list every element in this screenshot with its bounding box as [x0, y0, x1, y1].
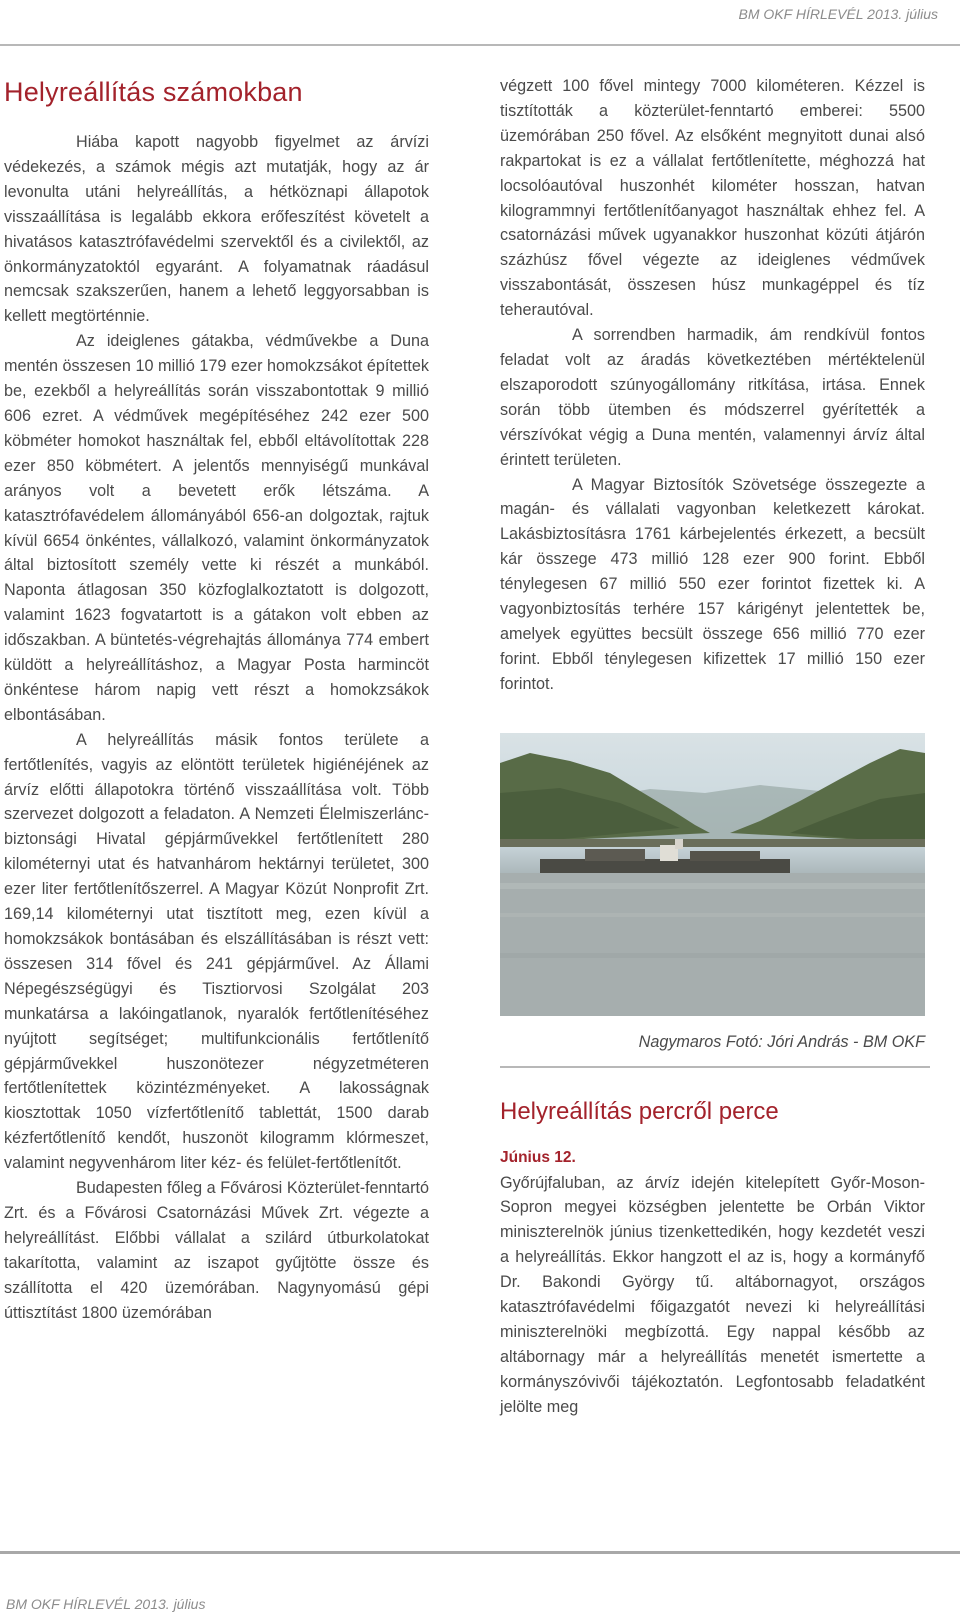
article-paragraph-5: végzett 100 fővel mintegy 7000 kilométeren. Kézzel is tisztították a közterület-fenntartó emberei: 5500 üzemórában 250 fővel. Az elsőként megnyitott dunai alsó rakpartokat is ez a vállalat fertőtlenítette, méghozzá hat locsolóautóval huszonhét kilométer hosszan, hatvan kilogrammnyi fertőtlenítőanyagot használtak ehhez fel. A csatornázási művek ugyanakkor huszonhat közúti átjárón százhúsz fővel végezte az ideiglenes védművek visszabontását, összesen húsz munkagéppel és tíz teherautóval. [500, 77, 925, 320]
article-title: Helyreállítás számokban [4, 77, 303, 107]
article-paragraph-3: A helyreállítás másik fontos területe a fertőtlenítés, vagyis az elöntött területek higiénéjének az árvíz előtti állapotokra történő visszaállítása volt. Több szervezet dolgozott a feladaton. A Nemzeti Élelmiszerlánc-biztonsági Hivatal gépjárművekkel fertőtlenített 280 kilométernyi utat és hatvanhárom hektárnyi területet, 300 ezer liter fertőtlenítőszerrel. A Magyar Közút Nonprofit Zrt. 169,14 kilométernyi utat tisztított meg, ezen kívül a homokzsákok bontásában és elszállításában is részt vett: összesen 314 fővel és 241 gépjárművel. Az Állami Népegészségügyi és Tisztiorvosi Szolgálat 203 munkatársa a lakóingatlanok, nyaralók fertőtlenítéséhez nyújtott segítséget; multifunkcionális fertőtlenítő gépjárművekkel huszonötezer négyzetméteren fertőtlenítettek közintézményeket. A lakosságnak kiosztottak 1050 vízfertőtlenítő tablettát, 1500 darab kézfertőtlenítő kendőt, huszonöt kilogramm klórmeszet, valamint negyvenhárom liter kéz- és felület-fertőtlenítőt. [4, 730, 429, 1173]
article-paragraph-6: A sorrendben harmadik, ám rendkívül fontos feladat volt az áradás következtében mértéktelenül elszaporodott szúnyogállomány ritkítása, irtása. Ennek során több ütemben és módszerrel gyérítették a vérszívókat végig a Duna mentén, valamennyi árvíz által érintett területen. [500, 326, 925, 469]
header-divider [0, 44, 960, 46]
date-heading: Június 12. [500, 1148, 576, 1166]
section-title: Helyreállítás percről perce [500, 1097, 779, 1125]
article-paragraph-1: Hiába kapott nagyobb figyelmet az árvízi védekezés, a számok mégis azt mutatják, hogy az ár levonulta utáni helyreállítás, a hétköznapi állapotok visszaállítása is legalább ekkora erőfeszítést követelt a hivatásos katasztrófavédelmi szervektől és a civilektől, az önkormányzatoktól egyaránt. A folyamatnak ráadásul nemcsak szakszerűen, hanem a lehető leggyorsabban is kellett megtörténnie. [4, 133, 429, 326]
left-column [4, 74, 429, 1326]
section-divider [500, 1066, 930, 1068]
nagymaros-river-photo [500, 733, 925, 1016]
article-paragraph-2: Az ideiglenes gátakba, védművekbe a Duna mentén összesen 10 millió 179 ezer homokzsákot építettek be, ezekből a helyreállítás során visszabontottak 9 millió 606 ezret. A védművek megépítéséhez 242 ezer 500 köbméter homokot használtak fel, ebből eltávolítottak 228 ezer 850 köbmétert. A jelentős mennyiségű munkával arányos volt a bevetett erők létszáma. A katasztrófavédelem állományából 656-an dolgoztak, rajtuk kívül 6654 önkéntes, vállalkozó, valamint önkormányzatok által biztosított személy vette ki részét a munkából. Naponta átlagosan 350 közfoglalkoztatott is dolgozott, valamint 1623 fogvatartott is a gátakon volt ebben az időszakban. A büntetés-végrehajtás állománya 774 embert küldött a helyreállításhoz, a Magyar Posta harmincöt önkéntese három napig vett részt a homokzsákok elbontásában. [4, 332, 429, 724]
section-paragraph: Győrújfaluban, az árvíz idején kitelepített Győr-Moson-Sopron megyei községben jelentette be Orbán Viktor miniszterelnök június tizenkettedikén, hogy kezdetét veszi a helyreállítás. Ekkor hangzott el az is, hogy a kormányfő Dr. Bakondi György tű. altábornagyot, országos katasztrófavédelmi főigazgatót nevezi ki helyreállítási miniszterelnöki megbízottá. Egy nappal később az altábornagy már a helyreállítás menetét ismertette a kormányszóvivői tájékoztatón. Legfontosabb feladatként jelölte meg [500, 1173, 925, 1416]
photo-caption: Nagymaros Fotó: Jóri András - BM OKF [638, 1032, 925, 1051]
newsletter-header: BM OKF HÍRLEVÉL 2013. július [738, 6, 938, 22]
newsletter-footer: BM OKF HÍRLEVÉL 2013. július [6, 1596, 206, 1612]
right-column [500, 74, 925, 1420]
article-paragraph-4: Budapesten főleg a Fővárosi Közterület-fenntartó Zrt. és a Fővárosi Csatornázási Művek Zrt. végezte a helyreállítást. Előbbi vállalat a szilárd útburkolatokat takarította, valamint az iszapot gyűjtötte össze és szállította el 420 üzemórában. Nagynyomású gépi úttisztítást 1800 üzemórában [4, 1179, 429, 1322]
article-paragraph-7: A Magyar Biztosítók Szövetsége összegezte a magán- és vállalati vagyonban keletkezett károkat. Lakásbiztosításra 1761 kárbejelentés érkezett, a becsült kár összege 473 millió 128 ezer 900 forint. Ebből ténylegesen 67 millió 550 ezer forintot fizettek ki. A vagyonbiztosítás terhére 157 kárigényt jelentettek be, amelyek együttes becsült összege 656 millió 770 ezer forint. Ebből ténylegesen kifizettek 17 millió 150 ezer forintot. [500, 475, 925, 693]
footer-divider [0, 1551, 960, 1554]
